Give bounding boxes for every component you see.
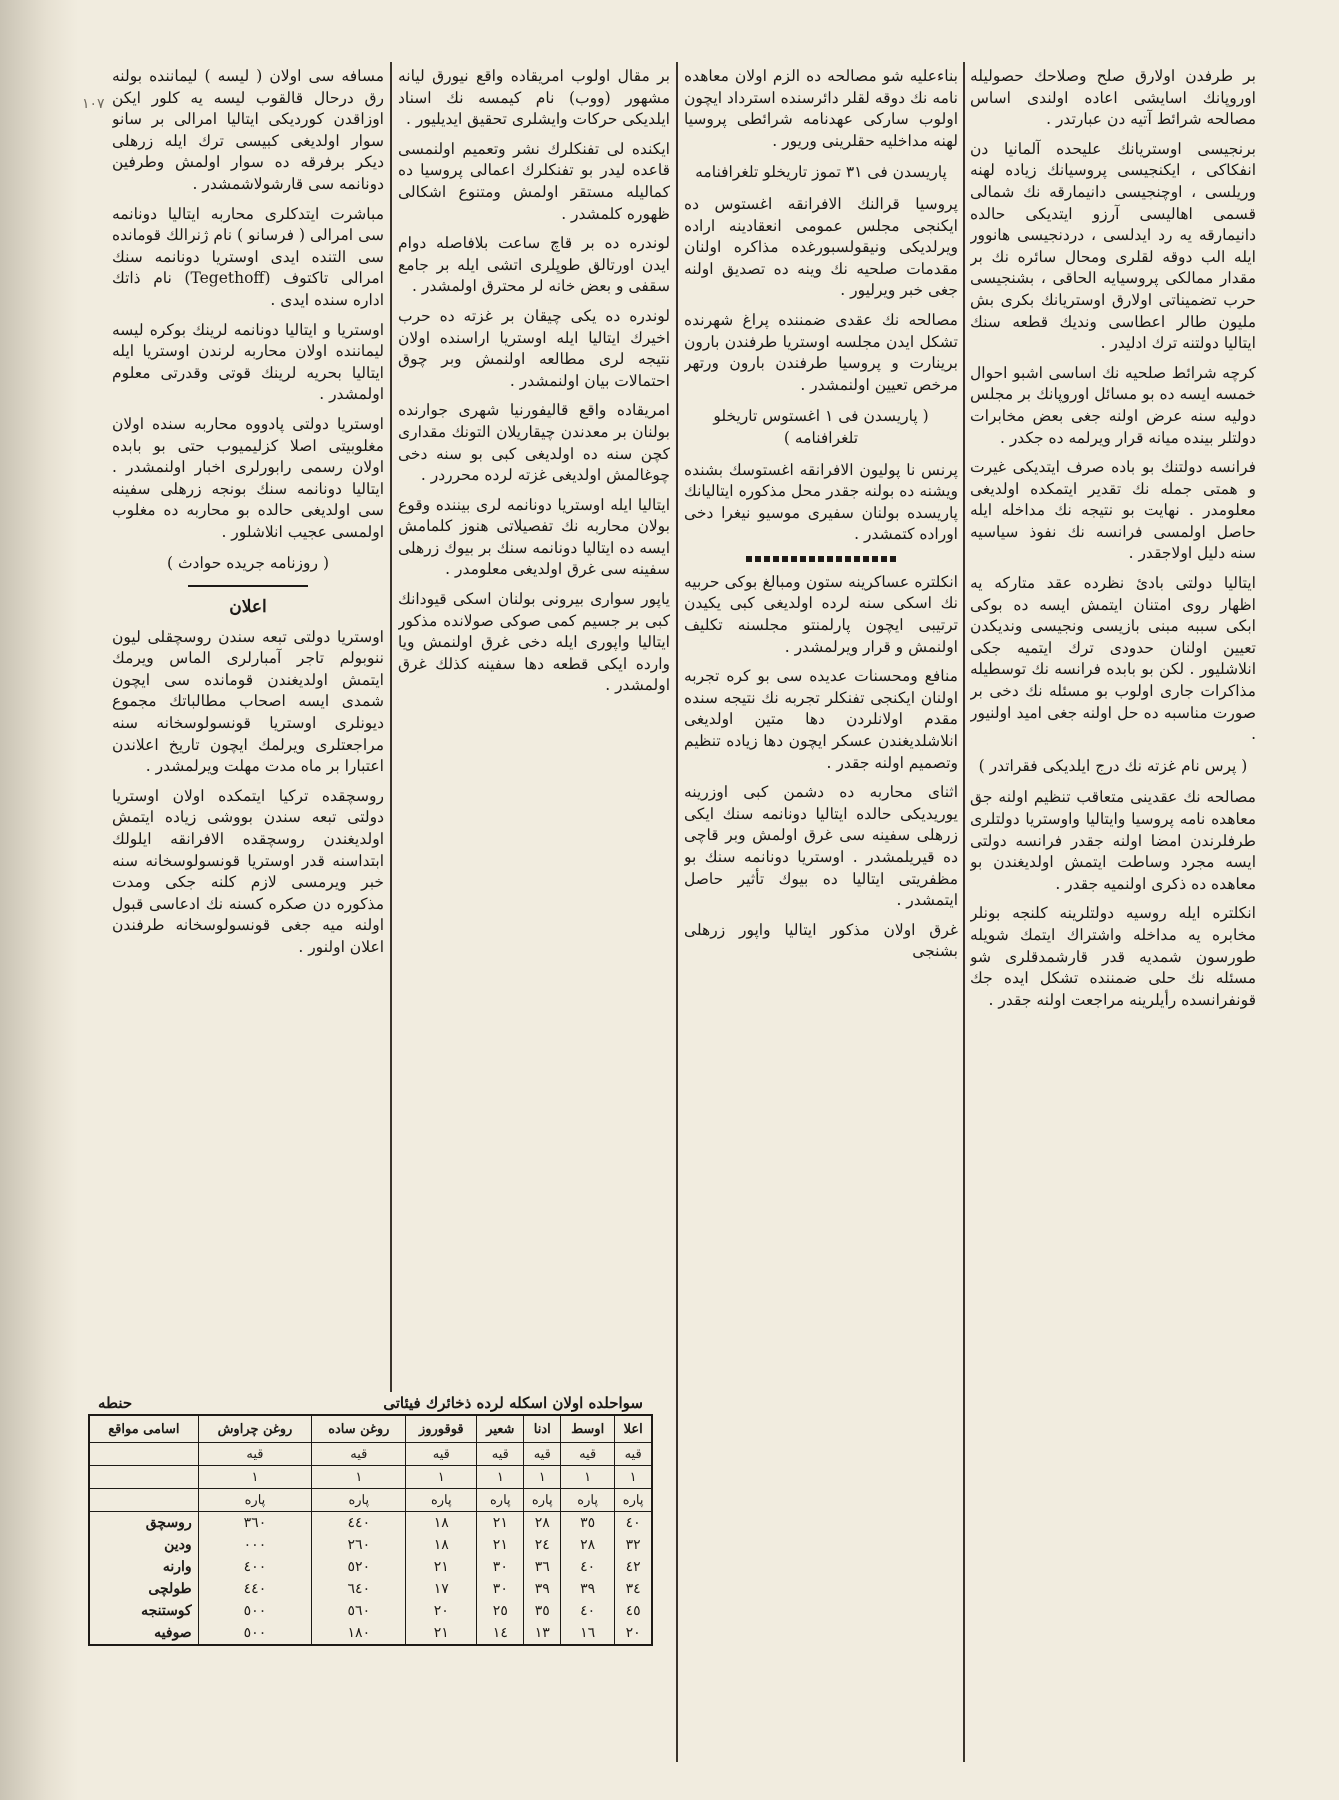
table-header-cell: پاره — [524, 1489, 561, 1512]
price-cell: ٤٢ — [615, 1556, 652, 1578]
grain-price-table — [88, 1392, 653, 1752]
price-cell: ٥٠٠ — [198, 1600, 311, 1622]
table-header-cell: قوقوروز — [406, 1415, 477, 1443]
table-header-cell: پاره — [615, 1489, 652, 1512]
table-header-cell — [89, 1443, 198, 1466]
location-cell: كوستنجه — [89, 1600, 198, 1622]
table-title — [88, 1392, 653, 1414]
price-cell: ٢١ — [406, 1556, 477, 1578]
price-cell: ٢٨ — [524, 1512, 561, 1535]
paragraph: پاریسدن فی ٣١ تموز تاریخلو تلغرافنامه — [695, 163, 947, 182]
paragraph: بر مقال اولوب امریقاده واقع نیورق لیانه مشهور (ووب) نام كیمسه نك اسناد ایلدیكی حركات وایشلری تحقیق ایدیلیور . — [398, 67, 670, 129]
table-subheader-row — [89, 1466, 652, 1489]
paragraph: پرنس نا پولیون الافرانقه اغستوسك بشنده ویشنه ده بولنه جقدر محل مذكوره ایتالیانك پاریسده بولنان سفیری موسیو نیغرا دخی اوراده كتمشدر . — [684, 460, 958, 544]
paragraph: انكلتره ایله روسیه دولتلرینه كلنجه بونلر مخابره یه مداخله واشتراك ایتمك شویله طورسون شمدیه قدر قارشمدقلری شو مسئله نك حلی ضمننده تشكل ایده جك قونفرانسده رأیلرینه مراجعت اولنه جقدر . — [970, 904, 1256, 1009]
price-cell: ٣٤ — [615, 1578, 652, 1600]
paragraph: اوستریا و ایتالیا دونانمه لرینك بوكره لیسه لیماننده اولان محاربه لرندن اوستریا ایله ایتالیا بحریه لرینك قوتی وقدرتی معلوم اولمشدر . — [112, 320, 384, 404]
table-row — [89, 1534, 652, 1556]
paragraph: كرچه شرائط صلحیه نك اساسی اشبو احوال خمسه ایسه ده بو مسائل اوروپانك بر مجلس دولیه سنه عرض اولنه جغی بعض مخابرات دولتلر بینده میانه قرار ویرلمه ده جكدر . — [970, 363, 1256, 447]
paragraph: برنجیسی اوستریانك علیحده آلمانیا دن انفكاكی ، ایكنجیسی پروسیانك زیاده لهنه وریلسی ، اوچنجیسی دانیمارقه نك شمالی قسمی اهالیسی آرزو ایتدیكی حالده دانیمارقه یه رد ایدلسی ، دردنجیسی هانوور ایله الب دوقه لقلری ومحال سائره نك بر مقدار ممالكی پروسیایه الحاقی ، بشنجیسی حرب تضمیناتی اولارق اوستریانك بكری بش ملیون طالر اعطاسی وندیك قطعه سنك ایتالیا دولتنه ترك ادلیدر . — [970, 139, 1256, 353]
paragraph: امریقاده واقع قالیفورنیا شهری جوارنده بولنان بر معدندن چیقاریلان التونك مقداری كچن سنه ده اولدیغی كبی بو سنه دخی چوغالمش اولدیغی غزته لرده محرردر . — [398, 401, 670, 485]
price-cell: ٢١ — [406, 1622, 477, 1645]
table-header-cell: شعیر — [477, 1415, 524, 1443]
price-cell: ٤٠٠ — [198, 1556, 311, 1578]
column-rule — [676, 62, 678, 1392]
table-header-cell: ١ — [477, 1466, 524, 1489]
table-header-cell: روغن چراوش — [198, 1415, 311, 1443]
paragraph: لوندره ده بر قاچ ساعت بلافاصله دوام ایدن اورتالق طوپلری اتشی ایله بر جامع سقفی و بعض خانه لر محترق اولمشدر . — [398, 234, 670, 296]
paragraph: ( پرس نام غزته نك درج ایلدیكی فقراتدر ) — [978, 756, 1248, 775]
separator-rule — [746, 556, 896, 562]
paragraph: اثنای محاربه ده دشمن كبی اوزرینه یوریدیكی حالده ایتالیا دونانمه سنك ایكی زرهلی سفینه سی غرق اولمش وبر قاچی ده قیریلمشدر . اوستریا دونانمه سنك بو مظفریتی ایتالیا ده بیوك تأثیر حاصل ایتمشدر . — [684, 783, 958, 910]
table-header-cell: ١ — [198, 1466, 311, 1489]
price-cell: ٥٠٠ — [198, 1622, 311, 1645]
location-cell: روسچق — [89, 1512, 198, 1535]
price-cell: ١٨ — [406, 1512, 477, 1535]
table-header-cell: قیه — [615, 1443, 652, 1466]
price-cell: ١٤ — [477, 1622, 524, 1645]
price-cell: ٣٦ — [524, 1556, 561, 1578]
column-3 — [398, 66, 670, 1386]
table-row — [89, 1600, 652, 1622]
price-cell: ١٧ — [406, 1578, 477, 1600]
price-cell: ٣٦٠ — [198, 1512, 311, 1535]
column-rule — [390, 62, 392, 1392]
price-cell: ٤٠ — [561, 1556, 615, 1578]
paragraph: ( روزنامه جریده حوادث ) — [166, 554, 329, 573]
table-row — [89, 1578, 652, 1600]
table-header-cell: پاره — [198, 1489, 311, 1512]
table-row — [89, 1556, 652, 1578]
paragraph: اوستریا دولتی تبعه سندن روسچقلی لیون ننوبولم تاجر آمبارلری الماس ویرمك ایتمش اولدیغندن قومانده سی ایچون شمدی ایسه اصحاب مطالباتك مجموع دیونلری اوستریا قونسولوسخانه سنه مراجعتلری ویرلمك ایچون تاریخ اعلاندن اعتبارا بر ماه مدت مهلت ویرلمشدر . — [112, 627, 384, 776]
price-cell: ٣٩ — [524, 1578, 561, 1600]
paragraph: اعلان — [229, 597, 267, 618]
price-cell: ٢١ — [477, 1512, 524, 1535]
price-cell: ٣٢ — [615, 1534, 652, 1556]
table-header-cell: قیه — [198, 1443, 311, 1466]
table-header-cell: قیه — [406, 1443, 477, 1466]
location-cell: وارنه — [89, 1556, 198, 1578]
table-header-cell — [89, 1466, 198, 1489]
price-cell: ٤٤٠ — [312, 1512, 406, 1535]
price-cell: ١٨ — [406, 1534, 477, 1556]
paragraph: ایتالیا دولتی بادئ نظرده عقد متاركه یه اظهار روی امتنان ایتمش ایسه ده بوكی ابكی سببه مبنی بازیسی ونجیسی وندیكدن تعیین اولنان حدودی ترك ایتمیه جكی انلاشلیور . لكن بو بابده فرانسه نك توسطیله مذاكرات جاری اولوب بو مسئله نك دخی بر صورت مناسبه ده حل اولنه جغی امید اولنیور . — [970, 574, 1256, 744]
table-header-cell — [89, 1489, 198, 1512]
price-cell: ٢٥ — [477, 1600, 524, 1622]
paragraph: یاپور سواری بیرونی بولنان اسكی قیودانك كبی بر جسیم كمی صوكی صولانده مذكور ایتالیا واپوری ایله دخی غرق اولنمش ویا وارده ایكی قطعه دها سفینه كذلك غرق اولمشدر . — [398, 590, 670, 695]
paragraph: روسچقده تركیا ایتمكده اولان اوستریا دولتی تبعه سندن بووشی زیاده ایتمش اولدیغندن روسچقده الافرانقه ایلولك ابتداسنه قدر اوستریا قونسولوسخانه سنه خبر ویرمسی لازم كلنه جكی ومدت مذكوره دن صكره كسنه نك ادعاسی قبول اولنه میه جغی قونسولوسخانه طرفندن اعلان اولنور . — [112, 786, 384, 956]
table-header-cell: اسامی مواقع — [89, 1415, 198, 1443]
table-header-row — [89, 1415, 652, 1443]
paragraph: اوستریا دولتی پادووه محاربه سنده اولان مغلوبیتی اصلا كزلیمیوب حتی بو بابده اولان رسمی رابورلری اخبار اولنمشدر . ایتالیا دونانمه سنك بونجه زرهلی سفینه سی اولدیغی حالده بو محاربه ده مغلوب اولمسی عجیب انلاشلور . — [112, 414, 384, 541]
paragraph: غرق اولان مذكور ایتالیا واپور زرهلی بشنجی — [684, 920, 958, 961]
paragraph: مباشرت ایتدكلری محاربه ایتالیا دونانمه سی امرالی ( فرسانو ) نام ژنرالك قومانده سی التنده ایدی اوستریا دونانمه سنك امرالی تاكتوف (Tegethoff) نام ذاتك اداره سنده ایدی . — [112, 204, 384, 309]
table-header-cell: ادنا — [524, 1415, 561, 1443]
table-header-cell: قیه — [524, 1443, 561, 1466]
price-cell: ٣٠ — [477, 1556, 524, 1578]
paragraph: فرانسه دولتنك بو باده صرف ایتدیكی غیرت و همتی جمله نك تقدیر ایتمكده اولدیغی معلومدر . نهایت بو نتیجه نك مداخله ایله حاصل اولمسی فرانسه نك نفوذ سیاسیه سنه دلیل اولاجقدر . — [970, 458, 1256, 563]
column-2 — [684, 66, 958, 1766]
table-header-cell: قیه — [561, 1443, 615, 1466]
table-header-cell: پاره — [312, 1489, 406, 1512]
paragraph: ( پاریسدن فی ١ اغستوس تاریخلو تلغرافنامه ) — [713, 407, 929, 447]
price-cell: ٥٦٠ — [312, 1600, 406, 1622]
price-cell: ٤٠ — [615, 1512, 652, 1535]
table-header-cell: روغن ساده — [312, 1415, 406, 1443]
table-header-cell: اعلا — [615, 1415, 652, 1443]
table-header-cell: قیه — [477, 1443, 524, 1466]
page-number: ١٠٧ — [82, 96, 105, 112]
price-table — [88, 1414, 653, 1646]
price-cell: ١٨٠ — [312, 1622, 406, 1645]
paragraph: انكلتره عساكرینه ستون ومبالغ بوكی حربیه نك اسكی سنه لرده اولدیغی كبی یكیدن ترتیبی ایچون پارلمنتو مجلسنه تكلیف اولنمش و قرار ویرلمشدر . — [684, 572, 958, 656]
paragraph: مسافه سی اولان ( لیسه ) لیماننده بولنه رق درحال قالقوب لیسه یه كلور ایكن اوزاقدن كوردیكی ایتالیا امرالی بر سانو سوار اولدیغی كبیسی ترك ایله زرهلی دیكر برفرقه ده سوار اولمش وطرفین دونانمه سی قارشولاشمشدر . — [112, 67, 384, 193]
paragraph: منافع ومحسنات عدیده سی بو كره تجربه اولنان ایكنجی تفنكلر تجربه نك نتیجه سنده مقدم اولانلردن دها متین اولدیغی انلاشلدیغندن عسكر ایچون دها زیاده تنظیم وتصمیم اولنه جقدر . — [684, 667, 958, 772]
table-header-cell: پاره — [477, 1489, 524, 1512]
location-cell: طولچی — [89, 1578, 198, 1600]
table-header-cell: ١ — [524, 1466, 561, 1489]
table-header-cell: ١ — [561, 1466, 615, 1489]
location-cell: صوفیه — [89, 1622, 198, 1645]
column-4 — [112, 66, 384, 1386]
price-cell: ١٣ — [524, 1622, 561, 1645]
table-header-cell: ١ — [406, 1466, 477, 1489]
price-cell: ٥٢٠ — [312, 1556, 406, 1578]
table-row — [89, 1512, 652, 1535]
price-cell: ٤٤٠ — [198, 1578, 311, 1600]
scan-margin — [0, 0, 78, 1800]
price-cell: ٠٠٠ — [198, 1534, 311, 1556]
price-cell: ٢٦٠ — [312, 1534, 406, 1556]
table-header-cell: ١ — [615, 1466, 652, 1489]
table-title-main: سواحلده اولان اسكله لرده ذخائرك فیئاتی — [383, 1394, 643, 1412]
price-cell: ٦٤٠ — [312, 1578, 406, 1600]
column-rule — [676, 1392, 678, 1762]
paragraph: مصالحه نك عقدینی متعاقب تنظیم اولنه جق معاهده نامه پروسیا وایتالیا واوستریا دولتلری طرفلرندن امضا اولنه جقدر فرانسه دولتی ایسه مجرد وساطت ایتمش اولدیغندن بو معاهده ده ذكری اولنمیه جقدر . — [970, 788, 1256, 893]
price-cell: ٤٠ — [561, 1600, 615, 1622]
price-cell: ١٦ — [561, 1622, 615, 1645]
table-header-cell: اوسط — [561, 1415, 615, 1443]
table-header-cell: پاره — [406, 1489, 477, 1512]
price-cell: ٢٠ — [615, 1622, 652, 1645]
price-cell: ٢٤ — [524, 1534, 561, 1556]
paragraph: ایكنده لی تفنكلرك نشر وتعمیم اولنمسی قاعده لیدر بو تفنكلرك اعمالی پروسیا ده كمالیله مستقر اولمش ومتنوع اشكالی ظهوره كلمشدر . — [398, 139, 670, 223]
table-row — [89, 1622, 652, 1645]
price-cell: ٢٨ — [561, 1534, 615, 1556]
price-cell: ٣٠ — [477, 1578, 524, 1600]
price-cell: ٢١ — [477, 1534, 524, 1556]
paragraph: مصالحه نك عقدی ضمننده پراغ شهرنده تشكل ایدن مجلسه اوستریا طرفندن بارون برینارت و پروسیا طرفندن بارون ورتهر مرخص تعیین اولنمشدر . — [684, 310, 958, 394]
column-1 — [970, 66, 1256, 1766]
paragraph: بناءعلیه شو مصالحه ده الزم اولان معاهده نامه نك دوقه لقلر دائرسنده استرداد ایچون اولوب ساركی عهدنامه شرائطی پروسیا لهنه مداخلیه حقلرینی وریور . — [684, 67, 958, 150]
paragraph: ایتالیا ایله اوستریا دونانمه لری بیننده وقوع بولان محاربه نك تفصیلاتی هنوز كلمامش ایسه ده ایتالیا دونانمه سنك بر بیوك زرهلی سفینه سی غرق اولدیغی معلومدر . — [398, 495, 670, 579]
table-header-cell: پاره — [561, 1489, 615, 1512]
paragraph: پروسیا قرالنك الافرانقه اغستوس ده ایكنجی مجلس عمومی انعقادینه اراده ویرلدیكی ونیقولسبورغده مذاكره اولنان مقدمات صلحیه نك وینه ده تصدیق اولنه جغی خبر ویرلیور . — [684, 194, 958, 300]
paragraph: بر طرفدن اولارق صلح وصلاحك حصولیله اوروپانك اسایشی اعاده اولندی اساس مصالحه شرائط آتیه دن عبارتدر . — [970, 67, 1256, 129]
separator-rule — [188, 585, 308, 587]
paragraph: لوندره ده یكی چیقان بر غزته ده حرب اخیرك ایتالیا ایله اوستریا اراسنده اولان نتیجه لری مطالعه اولنمش وبر چوق احتمالات بیان اولنمشدر . — [398, 306, 670, 390]
table-header-cell: قیه — [312, 1443, 406, 1466]
price-cell: ٣٩ — [561, 1578, 615, 1600]
column-rule — [963, 62, 965, 1762]
table-subheader-row — [89, 1489, 652, 1512]
price-cell: ٣٥ — [561, 1512, 615, 1535]
price-cell: ٣٥ — [524, 1600, 561, 1622]
table-title-wheat: حنطه — [98, 1394, 133, 1412]
price-cell: ٢٠ — [406, 1600, 477, 1622]
price-cell: ٤٥ — [615, 1600, 652, 1622]
location-cell: ودین — [89, 1534, 198, 1556]
table-subheader-row — [89, 1443, 652, 1466]
table-header-cell: ١ — [312, 1466, 406, 1489]
